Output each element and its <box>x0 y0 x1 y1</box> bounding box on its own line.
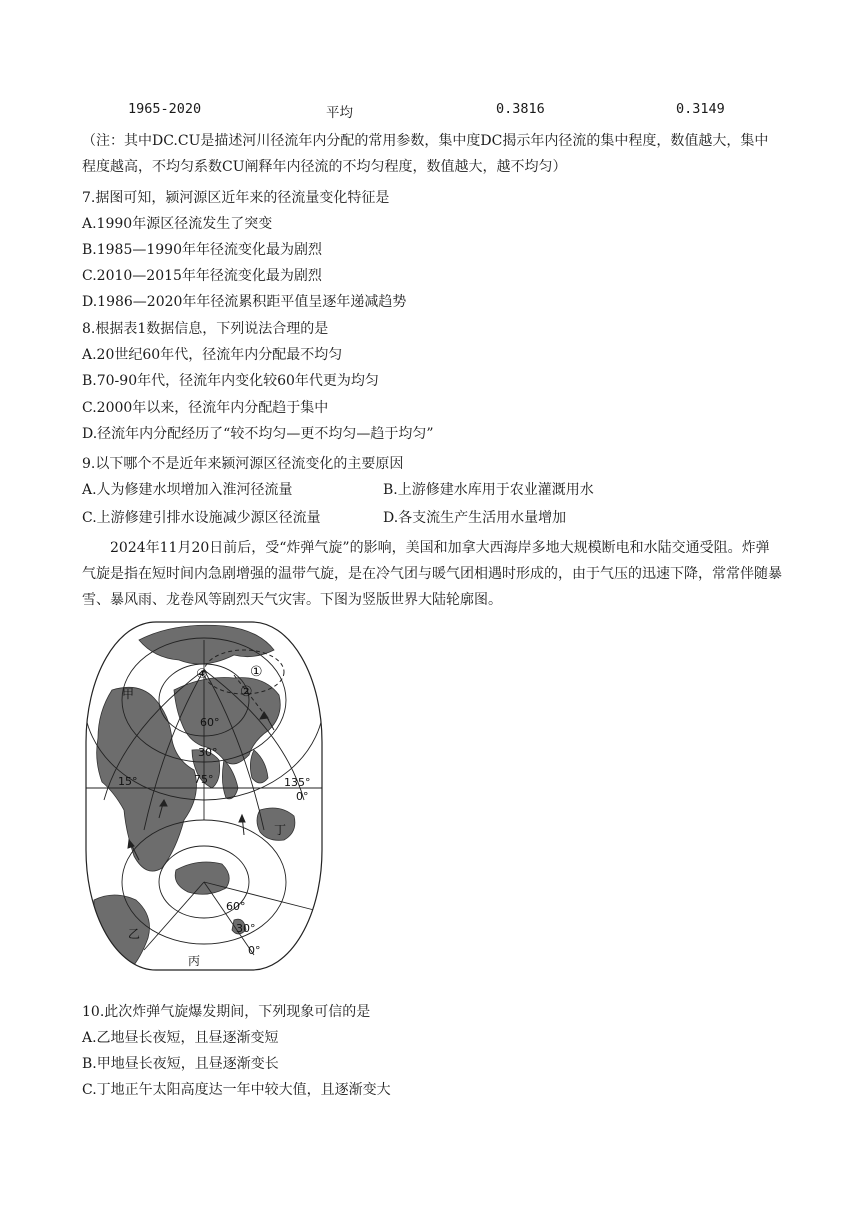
label-lon-15: 15° <box>118 775 138 788</box>
table-cell-type: 平均 <box>326 105 353 121</box>
table-cell-dc: 0.3816 <box>496 101 545 117</box>
label-lon-135: 135° <box>284 776 311 789</box>
q9-option-a: A.人为修建水坝增加入淮河径流量 <box>82 482 293 498</box>
q9-stem: 9.以下哪个不是近年来颍河源区径流变化的主要原因 <box>82 456 404 472</box>
label-s-0: 0° <box>248 944 261 957</box>
label-yi: 乙 <box>128 927 141 941</box>
label-lat-60: 60° <box>200 716 220 729</box>
q7-option-b: B.1985—1990年年径流变化最为剧烈 <box>82 242 322 258</box>
q7-option-a: A.1990年源区径流发生了突变 <box>82 216 273 232</box>
q9-option-b: B.上游修建水库用于农业灌溉用水 <box>383 482 594 498</box>
q10-option-a: A.乙地昼长夜短，且昼逐渐变短 <box>82 1030 279 1046</box>
q7-option-c: C.2010—2015年年径流变化最为剧烈 <box>82 268 322 284</box>
world-map-figure <box>84 620 324 972</box>
passage: 2024年11月20日前后，受“炸弹气旋”的影响，美国和加拿大西海岸多地大规模断电和水陆交通受阻。炸弹气旋是指在短时间内急剧增强的温带气旋，是在冷气团与暖气团相遇时形成的，由于气压的迅速下降，常常伴随暴雪、暴风雨、龙卷风等剧烈天气灾害。下图为竖版世界大陆轮廓图。 <box>82 540 782 608</box>
q8-option-b: B.70-90年代，径流年内变化较60年代更为均匀 <box>82 373 379 389</box>
q7-option-d: D.1986—2020年年径流累积距平值呈逐年递减趋势 <box>82 294 407 310</box>
table-note: （注：其中DC.CU是描述河川径流年内分配的常用参数，集中度DC揭示年内径流的集中程度，数值越大，集中程度越高，不均匀系数CU阐释年内径流的不均匀程度，数值越大，越不均匀） <box>82 133 769 175</box>
table-cell-period: 1965-2020 <box>128 101 202 117</box>
label-s-30: 30° <box>236 922 256 935</box>
label-circle-4: ④ <box>196 667 208 682</box>
label-circle-2: ② <box>240 684 253 700</box>
label-bing: 丙 <box>188 954 201 968</box>
table-row <box>0 101 860 121</box>
q8-option-d: D.径流年内分配经历了“较不均匀—更不均匀—趋于均匀” <box>82 426 434 442</box>
q10-stem: 10.此次炸弹气旋爆发期间，下列现象可信的是 <box>82 1004 371 1020</box>
q10-option-b: B.甲地昼长夜短，且昼逐渐变长 <box>82 1056 279 1072</box>
label-jia: 甲 <box>122 687 135 701</box>
world-map-svg <box>84 620 324 972</box>
q9-option-d: D.各支流生产生活用水量增加 <box>383 510 567 526</box>
label-s-60: 60° <box>226 900 246 913</box>
q8-option-a: A.20世纪60年代，径流年内分配最不均匀 <box>82 347 343 363</box>
q7-stem: 7.据图可知，颍河源区近年来的径流量变化特征是 <box>82 190 390 206</box>
label-circle-1: ① <box>250 664 263 680</box>
q8-stem: 8.根据表1数据信息，下列说法合理的是 <box>82 321 329 337</box>
q10-option-c: C.丁地正午太阳高度达一年中较大值，且逐渐变大 <box>82 1082 391 1098</box>
label-eq-0: 0° <box>296 790 309 803</box>
label-ding: 丁 <box>274 823 287 837</box>
table-cell-cu: 0.3149 <box>676 101 725 117</box>
label-lon-75: 75° <box>194 773 214 786</box>
q8-option-c: C.2000年以来，径流年内分配趋于集中 <box>82 400 329 416</box>
label-lat-30: 30° <box>198 746 218 759</box>
q9-option-c: C.上游修建引排水设施减少源区径流量 <box>82 510 321 526</box>
antarctica <box>175 862 229 894</box>
